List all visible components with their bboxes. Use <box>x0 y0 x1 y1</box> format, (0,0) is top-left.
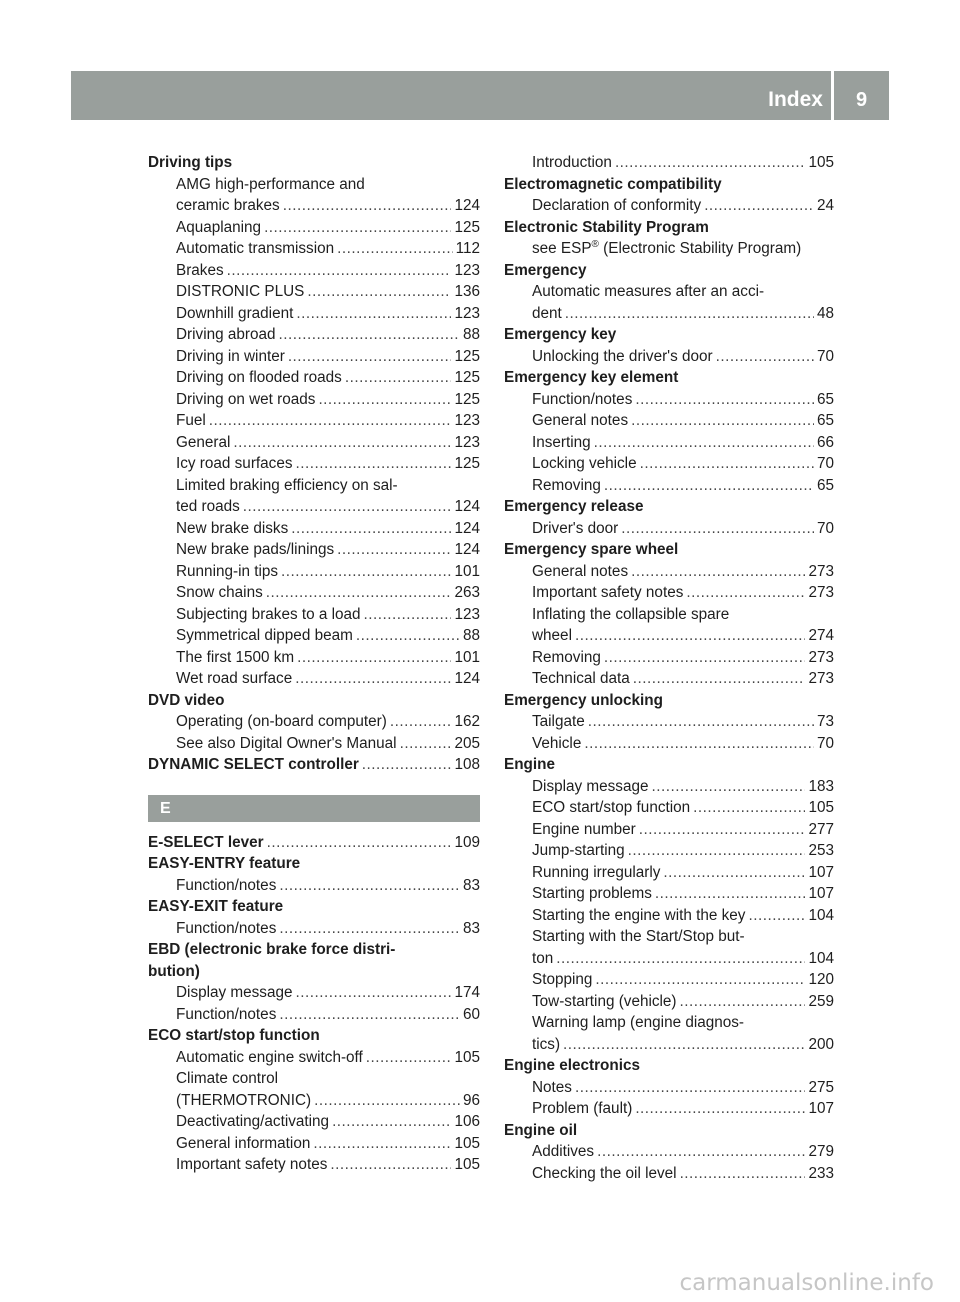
page-ref: 200 <box>808 1035 834 1053</box>
index-subentry[interactable]: Declaration of conformity ..... 24 <box>504 195 834 217</box>
watermark: carmanualsonline.info <box>679 1270 934 1296</box>
letter-section-header: E <box>148 795 480 822</box>
page-ref: 83 <box>462 919 480 937</box>
page-ref: 104 <box>808 906 834 924</box>
index-subentry-list <box>148 982 480 1025</box>
page-ref: 123 <box>454 605 480 623</box>
index-subentry[interactable]: Function/notes ..... 65 <box>504 389 834 411</box>
page-ref: 88 <box>462 627 480 644</box>
page-ref: 66 <box>816 433 834 451</box>
index-subentry-list <box>504 561 834 604</box>
index-subentry[interactable]: Important safety notes ..... 273 <box>504 582 834 604</box>
index-subentry-list <box>504 776 834 927</box>
index-subentry-list <box>148 1047 480 1069</box>
index-subentry: Limited braking efficiency on sal- <box>176 476 398 494</box>
page-ref: 83 <box>462 876 480 894</box>
index-subentry[interactable]: Tow-starting (vehicle) ..... 259 <box>504 991 834 1013</box>
page-ref: 120 <box>808 971 834 988</box>
page-ref: 162 <box>454 713 480 730</box>
page-ref: 123 <box>454 304 480 322</box>
page-ref: 60 <box>462 1005 480 1023</box>
index-cross-reference[interactable]: see ESP® (Electronic Stability Program) <box>532 239 802 257</box>
page-ref: 273 <box>808 648 834 666</box>
page-ref: 124 <box>454 670 480 687</box>
index-heading: Engine <box>504 756 555 773</box>
index-subentry: Warning lamp (engine diagnos- <box>532 1014 745 1031</box>
index-subentry[interactable]: See also Digital Owner's Manual ..... 205 <box>148 733 480 755</box>
page-ref: 105 <box>454 1134 480 1152</box>
index-heading: Driving tips <box>148 154 233 171</box>
index-subentry-list <box>148 875 480 897</box>
index-subentry[interactable]: Subjecting brakes to a load ..... 123 <box>148 604 480 626</box>
index-subentry[interactable]: Important safety notes ..... 105 <box>148 1154 480 1176</box>
index-subentry[interactable]: Function/notes ..... 83 <box>148 918 480 940</box>
index-subentry-list <box>504 647 834 690</box>
index-subentry-list <box>504 518 834 540</box>
index-heading: Electromagnetic compatibility <box>504 175 722 193</box>
page-ref: 123 <box>454 412 480 429</box>
page-ref: 107 <box>808 863 834 881</box>
index-subentry[interactable]: Deactivating/activating ..... 106 <box>148 1111 480 1133</box>
index-heading: Emergency spare wheel <box>504 541 679 558</box>
index-subentry[interactable]: Operating (on-board computer) ..... 162 <box>148 711 480 733</box>
index-heading: bution) <box>148 962 200 980</box>
index-heading: Emergency key <box>504 326 617 343</box>
header-bar <box>71 71 889 120</box>
index-subentry[interactable]: Removing ..... 273 <box>504 647 834 669</box>
page-ref: 105 <box>808 154 834 171</box>
index-heading: Engine oil <box>504 1121 578 1139</box>
index-subentry-list <box>148 217 480 475</box>
page-ref: 24 <box>816 197 834 214</box>
index-column-right <box>504 152 834 1184</box>
page-ref: 123 <box>454 261 480 279</box>
page-ref: 279 <box>808 1143 834 1160</box>
index-subentry-list <box>148 918 480 940</box>
index-heading: Electronic Stability Program <box>504 218 709 236</box>
section-title: Index <box>768 88 823 111</box>
index-subentry[interactable]: Display message ..... 174 <box>148 982 480 1004</box>
page-ref: 48 <box>816 304 834 322</box>
index-column-left <box>148 152 480 1176</box>
index-subentry-list <box>504 711 834 754</box>
index-subentry[interactable]: Running irregularly ..... 107 <box>504 862 834 884</box>
index-heading: EBD (electronic brake force distri- <box>148 941 396 958</box>
page-ref: 70 <box>816 347 834 365</box>
page-ref: 70 <box>816 455 834 472</box>
page-ref: 125 <box>454 390 480 408</box>
page-ref: 101 <box>454 648 480 666</box>
index-subentry[interactable]: (THERMOTRONIC) ..... 96 <box>148 1090 480 1112</box>
index-subentry-list <box>148 1111 480 1176</box>
index-subentry[interactable]: ted roads ..... 124 <box>148 496 480 518</box>
index-heading: Emergency release <box>504 498 644 515</box>
index-subentry[interactable]: Automatic transmission ..... 112 <box>148 238 480 260</box>
index-subentry[interactable]: dent ..... 48 <box>504 303 834 325</box>
index-subentry[interactable]: Starting problems ..... 107 <box>504 883 834 905</box>
index-subentry-list <box>504 346 834 368</box>
index-subentry-list <box>504 195 834 217</box>
index-heading: EASY-ENTRY feature <box>148 855 301 872</box>
index-subentry[interactable]: DISTRONIC PLUS ..... 136 <box>148 281 480 303</box>
index-subentry-list <box>504 1141 834 1184</box>
index-subentry-list <box>148 518 480 690</box>
index-subentry[interactable]: New brake pads/linings ..... 124 <box>148 539 480 561</box>
index-subentry[interactable]: Removing ..... 65 <box>504 475 834 497</box>
index-subentry[interactable]: Technical data ..... 273 <box>504 668 834 690</box>
page-ref: 112 <box>455 240 480 257</box>
index-subentry[interactable]: New brake disks ..... 124 <box>148 518 480 540</box>
page-ref: 65 <box>816 390 834 408</box>
page-ref: 125 <box>454 347 480 365</box>
page-ref: 105 <box>454 1156 480 1173</box>
index-subentry[interactable]: tics) ..... 200 <box>504 1034 834 1056</box>
index-subentry: Inflating the collapsible spare <box>532 605 730 623</box>
page-ref: 174 <box>454 984 480 1001</box>
page-ref: 108 <box>454 756 480 773</box>
index-subentry: Automatic measures after an acci- <box>532 283 765 300</box>
page-ref: 88 <box>462 326 480 343</box>
index-subentry[interactable]: Notes ..... 275 <box>504 1077 834 1099</box>
page-ref: 124 <box>454 541 480 558</box>
index-subentry[interactable]: Driving on flooded roads ..... 125 <box>148 367 480 389</box>
index-subentry[interactable]: Unlocking the driver's door ..... 70 <box>504 346 834 368</box>
index-heading: Emergency key element <box>504 369 679 386</box>
page-ref: 274 <box>808 627 834 644</box>
page-ref: 104 <box>808 949 834 967</box>
index-subentry[interactable]: Snow chains ..... 263 <box>148 582 480 604</box>
index-subentry-list <box>504 389 834 497</box>
index-subentry[interactable]: Display message ..... 183 <box>504 776 834 798</box>
index-subentry[interactable]: Engine number ..... 277 <box>504 819 834 841</box>
index-subentry-list <box>504 969 834 1012</box>
index-subentry[interactable]: General ..... 123 <box>148 432 480 454</box>
index-subentry[interactable]: Starting the engine with the key ..... 104 <box>504 905 834 927</box>
page-ref: 105 <box>808 799 834 816</box>
index-subentry[interactable]: Brakes ..... 123 <box>148 260 480 282</box>
page-ref: 125 <box>454 455 480 472</box>
index-subentry[interactable]: Vehicle ..... 70 <box>504 733 834 755</box>
page-ref: 273 <box>808 670 834 687</box>
index-heading-entry[interactable]: E-SELECT lever ..... 109 <box>148 832 480 854</box>
page-ref: 277 <box>808 820 834 838</box>
index-heading: Emergency unlocking <box>504 691 663 709</box>
page-ref: 136 <box>454 283 480 300</box>
index-subentry[interactable]: Fuel ..... 123 <box>148 410 480 432</box>
index-subentry: AMG high-performance and <box>176 175 365 193</box>
index-heading-entry[interactable]: DYNAMIC SELECT controller ..... 108 <box>148 754 480 776</box>
page-ref: 259 <box>808 992 834 1010</box>
index-heading: Engine electronics <box>504 1057 641 1074</box>
index-heading: DVD video <box>148 691 225 709</box>
page-ref: 275 <box>808 1078 834 1096</box>
page-ref: 263 <box>454 584 480 601</box>
page-ref: 253 <box>808 842 834 859</box>
index-subentry[interactable]: ton ..... 104 <box>504 948 834 970</box>
index-subentry[interactable]: Wet road surface ..... 124 <box>148 668 480 690</box>
page-ref: 124 <box>454 498 480 515</box>
page-number: 9 <box>855 89 868 111</box>
page-ref: 273 <box>808 562 834 580</box>
index-subentry[interactable]: Additives ..... 279 <box>504 1141 834 1163</box>
index-subentry[interactable]: Aquaplaning ..... 125 <box>148 217 480 239</box>
index-subentry[interactable]: ECO start/stop function ..... 105 <box>504 797 834 819</box>
index-subentry[interactable]: Stopping ..... 120 <box>504 969 834 991</box>
index-heading: Emergency <box>504 261 587 279</box>
index-subentry: Starting with the Start/Stop but- <box>532 928 745 945</box>
page-ref: 205 <box>454 734 480 752</box>
index-subentry[interactable]: The first 1500 km ..... 101 <box>148 647 480 669</box>
page-ref: 106 <box>454 1113 480 1130</box>
page-ref: 125 <box>454 218 480 236</box>
index-subentry[interactable]: Symmetrical dipped beam ..... 88 <box>148 625 480 647</box>
index-subentry[interactable]: wheel ..... 274 <box>504 625 834 647</box>
index-subentry-list <box>148 711 480 754</box>
page-ref: 233 <box>808 1164 834 1182</box>
index-subentry[interactable]: Driving on wet roads ..... 125 <box>148 389 480 411</box>
index-subentry[interactable]: General information ..... 105 <box>148 1133 480 1155</box>
index-subentry[interactable]: Introduction ..... 105 <box>504 152 834 174</box>
page-ref: 101 <box>454 562 480 580</box>
index-subentry-list <box>504 1077 834 1120</box>
page-ref: 183 <box>808 777 834 795</box>
page-ref: 273 <box>808 584 834 601</box>
index-subentry[interactable]: General notes ..... 273 <box>504 561 834 583</box>
page-ref: 107 <box>808 885 834 902</box>
page-ref: 65 <box>816 412 834 429</box>
index-subentry[interactable]: Icy road surfaces ..... 125 <box>148 453 480 475</box>
page-ref: 125 <box>454 369 480 386</box>
page-ref: 105 <box>454 1048 480 1066</box>
page-ref: 70 <box>816 734 834 752</box>
page-ref: 109 <box>454 833 480 851</box>
index-subentry[interactable]: Downhill gradient ..... 123 <box>148 303 480 325</box>
index-subentry[interactable]: Function/notes ..... 60 <box>148 1004 480 1026</box>
page-ref: 107 <box>808 1100 834 1117</box>
page-ref: 124 <box>454 519 480 537</box>
index-subentry: Climate control <box>176 1070 279 1087</box>
index-subentry[interactable]: Automatic engine switch-off ..... 105 <box>148 1047 480 1069</box>
index-subentry[interactable]: Tailgate ..... 73 <box>504 711 834 733</box>
index-heading: EASY-EXIT feature <box>148 898 284 915</box>
index-subentry[interactable]: Driving in winter ..... 125 <box>148 346 480 368</box>
index-subentry[interactable]: Jump-starting ..... 253 <box>504 840 834 862</box>
index-subentry[interactable]: Driver's door ..... 70 <box>504 518 834 540</box>
index-subentry[interactable]: Driving abroad ..... 88 <box>148 324 480 346</box>
page-ref: 96 <box>462 1091 480 1109</box>
page-ref: 70 <box>816 519 834 537</box>
index-subentry[interactable]: Inserting ..... 66 <box>504 432 834 454</box>
index-subentry[interactable]: Function/notes ..... 83 <box>148 875 480 897</box>
index-subentry[interactable]: Locking vehicle ..... 70 <box>504 453 834 475</box>
index-subentry[interactable]: Problem (fault) ..... 107 <box>504 1098 834 1120</box>
page-ref: 123 <box>454 433 480 451</box>
page-ref: 124 <box>454 197 480 214</box>
page-ref: 73 <box>816 713 834 730</box>
index-subentry[interactable]: Checking the oil level ..... 233 <box>504 1163 834 1185</box>
index-subentry[interactable]: ceramic brakes ..... 124 <box>148 195 480 217</box>
page-ref: 65 <box>816 476 834 494</box>
index-heading: ECO start/stop function <box>148 1027 320 1044</box>
index-subentry[interactable]: General notes ..... 65 <box>504 410 834 432</box>
index-subentry[interactable]: Running-in tips ..... 101 <box>148 561 480 583</box>
